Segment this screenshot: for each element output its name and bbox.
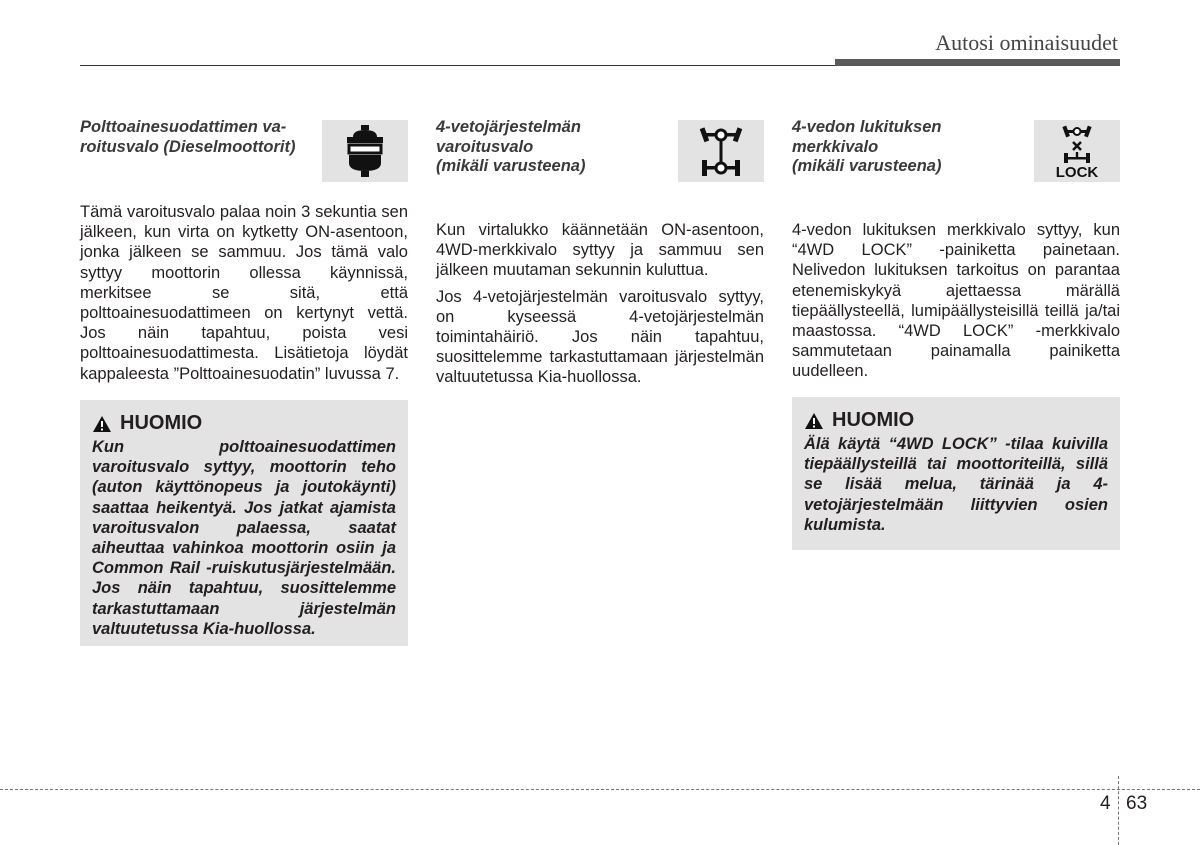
section-title: 4-vetojärjestelmän varoitusvalo (mikäli varusteena) — [436, 118, 586, 175]
caution-label: HUOMIO — [832, 409, 915, 431]
page-number: 63 — [1126, 793, 1148, 814]
section-4wd-lock — [792, 118, 1120, 388]
section-fuel-filter — [80, 118, 408, 390]
caution-text: Kun polttoainesuodattimen varoitusvalo syttyy, moottorin teho (auton käyttönopeus ja joutokäynti) saattaa heikentyä. Jos jatkat ajamista varoitusvalon palaessa, saatat aiheuttaa vahinkoa moottorin osiin ja Common Rail -ruiskutusjärjestelmään. Jos näin tapahtuu, suosittelemme tarkastuttamaan järjestelmän valtuutetussa Kia-huollossa. — [92, 438, 396, 638]
paragraph: Tämä varoitusvalo palaa noin 3 sekuntia sen jälkeen, kun virta on kytketty ON-asentoon, jonka jälkeen se sammuu. Jos tämä valo syttyy moottorin ollessa käynnissä, merkitsee se sitä, että polttoainesuodattimeen on kertynyt vettä. Jos näin tapahtuu, poista vesi polttoainesuodattimesta. Lisätietoja löydät kappaleesta ”Polttoainesuodatin” luvussa 7. — [80, 203, 408, 383]
footer-rule — [0, 789, 1200, 790]
chapter-title: Autosi ominaisuudet — [935, 30, 1118, 55]
section-body — [792, 220, 1120, 382]
caution-box — [792, 397, 1120, 550]
4wd-warning-icon — [678, 120, 764, 182]
footer-divider — [1118, 776, 1119, 845]
caution-heading — [804, 409, 1108, 432]
paragraph: 4-vedon lukituksen merkkivalo syttyy, kun “4WD LOCK” -painiketta painetaan. Nelivedon lukituksen tarkoitus on parantaa etenemiskykyä ajettaessa märällä tiepäällysteellä, lumipäällysteisillä teillä ja/tai maastossa. “4WD LOCK” -merkkivalo sammutetaan painamalla painiketta uudelleen. — [792, 221, 1120, 381]
section-header — [792, 118, 1120, 184]
section-title: 4-vedon lukituksen merkkivalo (mikäli varusteena) — [792, 118, 942, 175]
paragraph: Kun virtalukko käännetään ON-asentoon, 4WD-merkkivalo syttyy ja sammuu sen jälkeen muutaman sekunnin kuluttua. — [436, 221, 764, 280]
chapter-number: 4 — [1100, 793, 1111, 814]
section-body — [436, 220, 764, 388]
section-header — [436, 118, 764, 184]
section-header — [80, 118, 408, 184]
caution-text: Älä käytä “4WD LOCK” -tilaa kuivilla tiepäällysteillä tai moottoriteillä, sillä se lisää melua, tärinää ja 4-vetojärjestelmään liittyvien osien kulumista. — [804, 435, 1108, 534]
lock-label: LOCK — [1055, 164, 1099, 178]
caution-label: HUOMIO — [120, 412, 203, 434]
warning-triangle-icon — [92, 415, 112, 433]
header-accent-bar — [835, 59, 1120, 66]
section-title: Polttoainesuodattimen va- roitusvalo (Dieselmoottorit) — [80, 118, 296, 156]
4wd-lock-icon — [1034, 120, 1120, 182]
warning-triangle-icon — [804, 412, 824, 430]
fuel-filter-warning-icon — [322, 120, 408, 182]
caution-heading — [92, 412, 396, 435]
caution-box — [80, 400, 408, 646]
section-body — [80, 202, 408, 384]
paragraph: Jos 4-vetojärjestelmän varoitusvalo syttyy, on kyseessä 4-vetojärjestelmän toimintahäiriö. Jos näin tapahtuu, suosittelemme tarkastuttamaan järjestelmän valtuutetussa Kia-huollossa. — [436, 287, 764, 387]
section-4wd-warning — [436, 118, 764, 394]
